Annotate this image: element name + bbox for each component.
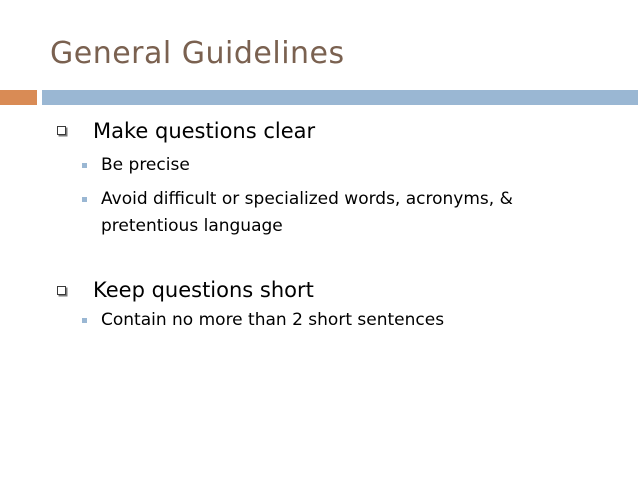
- sub-bullet-be-precise: Be precise: [101, 155, 190, 175]
- sub-bullet-avoid-difficult-words: Avoid difficult or specialized words, acronyms, &: [101, 189, 513, 209]
- slide-title: General Guidelines: [50, 36, 345, 71]
- bullet-heading-make-questions-clear: Make questions clear: [93, 119, 316, 143]
- sub-bullet-short-sentences: Contain no more than 2 short sentences: [101, 310, 445, 330]
- sub-bullet-avoid-difficult-words-continued: pretentious language: [101, 216, 283, 236]
- square-bullet-icon: [82, 163, 87, 168]
- square-bullet-icon: [82, 197, 87, 202]
- square-bullet-icon: [82, 318, 87, 323]
- checkbox-bullet-icon: [57, 286, 66, 295]
- bullet-heading-keep-questions-short: Keep questions short: [93, 278, 314, 302]
- title-accent-bar: [0, 90, 37, 105]
- title-divider-bar: [42, 90, 638, 105]
- checkbox-bullet-icon: [57, 126, 66, 135]
